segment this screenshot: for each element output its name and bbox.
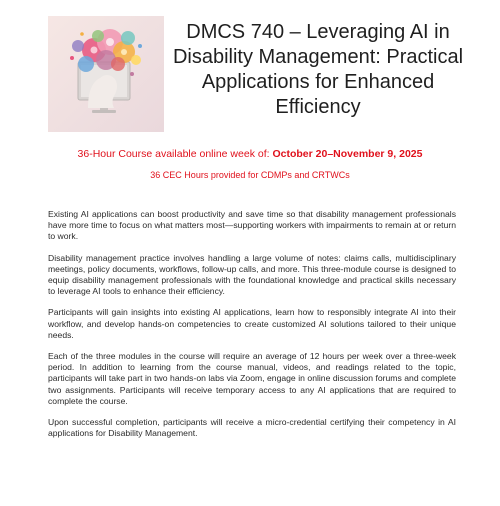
page-title: DMCS 740 – Leveraging AI in Disability Management: Practical Applications for Enhanced Efficiency	[172, 21, 464, 118]
paragraph-practice: Disability management practice involves handling a large volume of notes: claims calls, multidisciplinary meetings, policy documents, workflows, follow-up calls, and more. This three-module course is designed to equip disability management professionals with the foundational knowledge and practical skills necessary to leverage AI tools to enhance their efficiency.	[48, 252, 456, 297]
paragraph-modules: Each of the three modules in the course will require an average of 12 hours per week over a three-week period. In addition to learning from the course manual, videos, and readings related to the topic, participants will take part in two hands-on labs via Zoom, engage in online discussion forums and complete two assignments. Participants will receive temporary access to any AI applications that are required to complete the course.	[48, 351, 456, 406]
cec-hours-note: 36 CEC Hours provided for CDMPs and CRTWCs	[150, 170, 350, 180]
ai-brain-monitor-illustration	[48, 16, 164, 132]
course-dates: October 20–November 9, 2025	[272, 148, 423, 160]
paragraph-intro: Existing AI applications can boost productivity and save time so that disability management professionals have more time to focus on what matters most—supporting workers with impairments to remain at or return to work.	[48, 209, 456, 242]
ai-brain-monitor-icon	[48, 16, 164, 132]
paragraph-participants: Participants will gain insights into existing AI applications, learn how to responsibly integrate AI into their workflow, and develop hands-on competencies to create customized AI solutions tailored to their unique needs.	[48, 307, 456, 340]
course-availability	[0, 148, 500, 160]
course-availability-label: 36-Hour Course available online week of:	[77, 148, 273, 160]
paragraph-completion: Upon successful completion, participants will receive a micro-credential certifying their competency in AI applications for Disability Management.	[48, 417, 456, 439]
course-description	[48, 209, 456, 449]
